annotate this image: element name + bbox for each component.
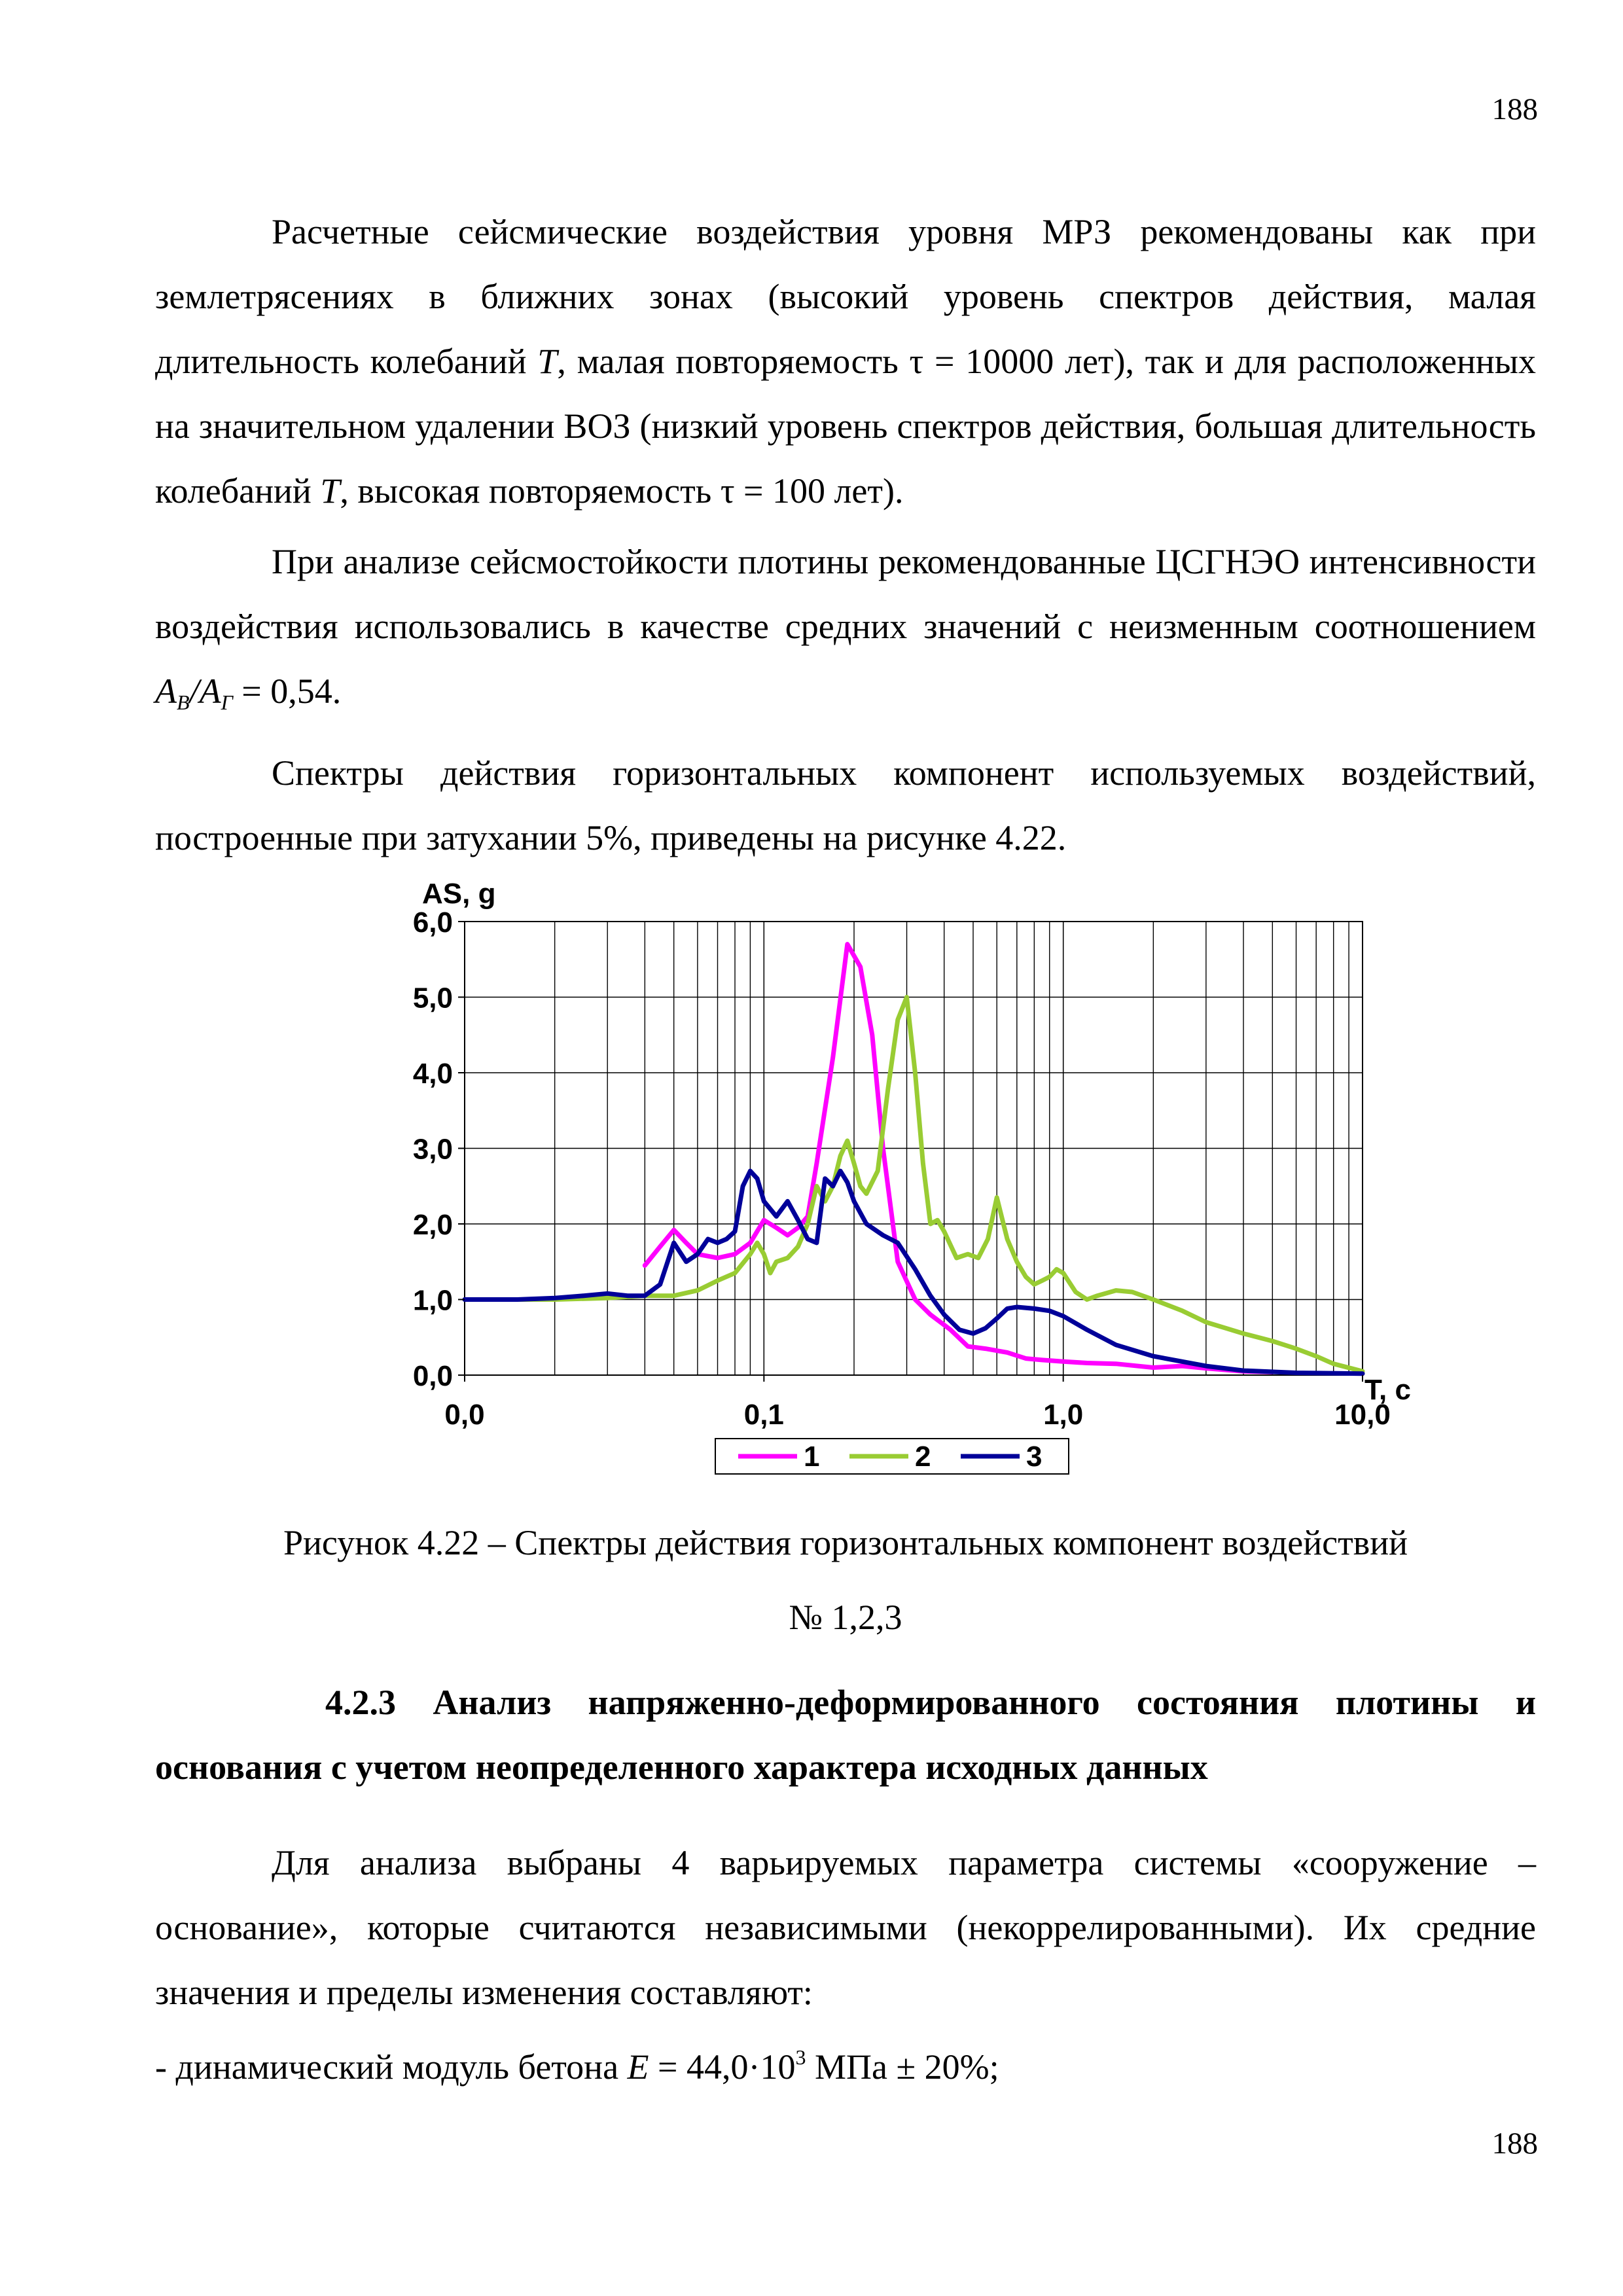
x-tick-labels: [444, 1375, 1390, 1431]
x-tick-label: 0,1: [743, 1399, 784, 1431]
para1-text-c: лет), так и для расположенных на значительном удалении ВОЗ (низкий уровень спектров действия, большая длительность колебаний: [155, 342, 1537, 511]
y-tick-label: 3,0: [412, 1133, 453, 1166]
x-tick-label: 10,0: [1334, 1399, 1391, 1431]
modulus-value: = 44,0·10: [649, 2047, 796, 2087]
chart-legend: [715, 1439, 1069, 1474]
x-tick-label: 0,0: [444, 1399, 485, 1431]
paragraph-3: Спектры действия горизонтальных компонент используемых воздействий, построенные при затухании 5%, приведены на рисунке 4.22.: [155, 753, 1536, 857]
y-tick-labels: [413, 906, 465, 1392]
y-tick-label: 0,0: [412, 1360, 453, 1392]
list-item-concrete-modulus: [155, 2025, 1536, 2100]
exponent: 3: [795, 2045, 806, 2069]
list1-text: - динамический модуль бетона: [155, 2047, 628, 2087]
paragraph-4: Для анализа выбраны 4 варьируемых параметра системы «сооружение – основание», которые считаются независимыми (некоррелированными). Их средние значения и пределы изменения составляют:: [155, 1843, 1536, 2012]
tau-100: τ = 100: [720, 471, 825, 511]
legend-label-1: 1: [804, 1441, 820, 1473]
caption-line-2: № 1,2,3: [789, 1598, 902, 1637]
list1-end: ;: [989, 2047, 999, 2087]
x-axis-label: T, c: [1364, 1374, 1411, 1406]
y-axis-label: AS, g: [422, 878, 496, 910]
para1-text-a: Расчетные сейсмические воздействия уровня МРЗ рекомендованы как при землетрясениях в ближних зонах (высокий уровень спектров действия, малая длительность колебаний: [155, 212, 1536, 381]
para2-text-a: При анализе сейсмостойкости плотины рекомендованные ЦСГНЭО интенсивности воздействия использовались в качестве средних значений с неизменным соотношением: [155, 542, 1536, 646]
symbol-T: T: [320, 471, 340, 511]
body-text: [155, 200, 1536, 870]
legend-label-3: 3: [1026, 1441, 1043, 1473]
x-tick-label: 1,0: [1043, 1399, 1084, 1431]
y-tick-label: 6,0: [412, 906, 453, 939]
symbol-A: A: [155, 672, 177, 711]
spectra-chart: [340, 870, 1453, 1492]
ratio-value: = 0,54: [232, 672, 332, 711]
section-heading: [155, 1670, 1536, 1800]
y-tick-label: 4,0: [412, 1058, 453, 1090]
para1-text-d: , высокая повторяемость: [340, 471, 721, 511]
symbol-E: E: [627, 2047, 649, 2087]
paragraph-1: [155, 200, 1536, 524]
para2-text-e: .: [332, 672, 342, 711]
paragraph-2: [155, 529, 1536, 735]
symbol-T: T: [537, 342, 558, 381]
body-text-2: [155, 1831, 1536, 2100]
y-tick-label: 5,0: [412, 982, 453, 1014]
page-number-top: 188: [1491, 92, 1538, 126]
heading-line-2: основания с учетом неопределенного характера исходных данных: [155, 1748, 1208, 1787]
y-tick-label: 2,0: [412, 1209, 453, 1241]
para1-text-b: , малая повторяемость: [557, 342, 910, 381]
para1-text-e: лет).: [825, 471, 904, 511]
subscript-B: B: [177, 691, 190, 714]
legend-label-2: 2: [915, 1441, 931, 1473]
caption-line-1: Рисунок 4.22 – Спектры действия горизонтальных компонент воздействий: [283, 1523, 1408, 1562]
tau-10000: τ = 10000: [909, 342, 1054, 381]
heading-line-1: 4.2.3 Анализ напряженно-деформированного состояния плотины и: [325, 1683, 1536, 1722]
y-tick-label: 1,0: [412, 1284, 453, 1317]
fraction-slash: /: [189, 672, 200, 711]
symbol-A: A: [199, 672, 221, 711]
figure-caption: [155, 1505, 1536, 1655]
modulus-unit: МПа ± 20%: [806, 2047, 990, 2087]
page-number-bottom: 188: [1491, 2126, 1538, 2161]
subscript-G: Г: [221, 691, 233, 714]
